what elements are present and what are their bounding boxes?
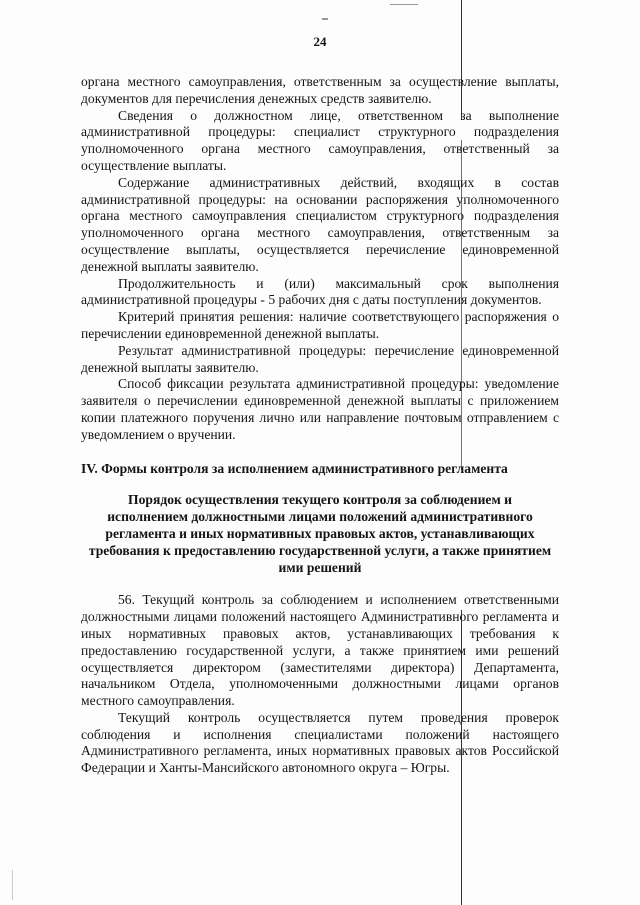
paragraph: Сведения о должностном лице, ответственном за выполнение административной процедуры: специалист структурного подразделения уполномоченного органа местного самоуправления, ответственный за осуществление выплаты. [81, 107, 559, 173]
paragraph: Критерий принятия решения: наличие соответствующего распоряжения о перечислении единовременной денежной выплаты. [81, 309, 559, 341]
scan-speck [12, 870, 13, 900]
paragraph: Способ фиксации результата административной процедуры: уведомление заявителя о перечислении единовременной денежной выплаты с приложением копии платежного поручения лично или направление почтовым отправлением с уведомлением о вручении. [81, 376, 559, 442]
scan-speck [390, 4, 418, 5]
document-body [81, 74, 559, 777]
subsection-heading: Порядок осуществления текущего контроля за соблюдением и исполнением должностными лицами положений административного регламента и иных нормативных правовых актов, устанавливающих требования к предоставлению государственной услуги, а также принятием ими решений [88, 492, 552, 575]
section-heading: IV. Формы контроля за исполнением административного регламента [81, 460, 508, 476]
paragraph: Продолжительность и (или) максимальный срок выполнения административной процедуры - 5 рабочих дня с даты поступления документов. [81, 275, 559, 308]
paragraph: Результат административной процедуры: перечисление единовременной денежной выплаты заявителю. [81, 342, 559, 375]
paragraph: органа местного самоуправления, ответственным за осуществление выплаты, документов для перечисления денежных средств заявителю. [81, 74, 559, 106]
page-number: 24 [313, 34, 327, 49]
scan-speck [322, 18, 328, 20]
paragraph: Текущий контроль осуществляется путем проведения проверок соблюдения и исполнения специалистами положений настоящего Административного регламента, иных нормативных правовых актов Российской Федерации и Ханты-Мансийского автономного округа – Югры. [81, 709, 559, 776]
paragraph: 56. Текущий контроль за соблюдением и исполнением ответственными должностными лицами положений настоящего Административного регламента и иных нормативных правовых актов, устанавливающих требования к предоставлению государственной услуги, а также принятием ими решений осуществляется директором (заместителями директора) Департамента, начальником Отдела, уполномоченными должностными лицами органов местного самоуправления. [81, 592, 559, 709]
paragraph: Содержание административных действий, входящих в состав административной процедуры: на основании распоряжения уполномоченного органа местного самоуправления специалистом структурного подразделения уполномоченного органа местного самоуправления, ответственным за осуществление выплаты, осуществляется перечисление единовременной денежной выплаты заявителю. [81, 174, 559, 274]
